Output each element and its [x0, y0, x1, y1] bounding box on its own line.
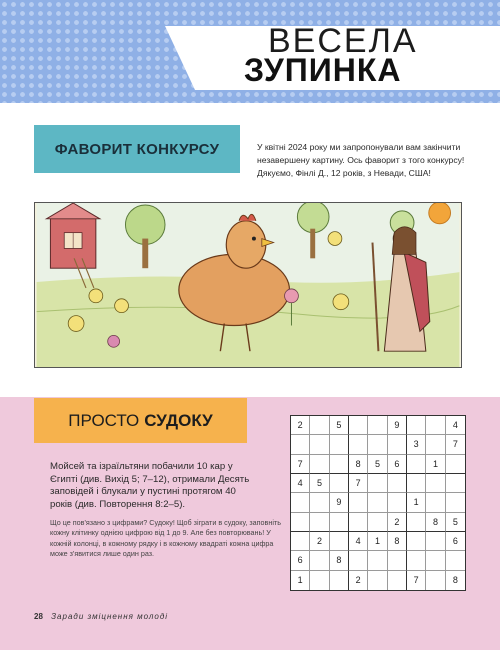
- sudoku-cell[interactable]: [349, 551, 368, 570]
- sudoku-cell[interactable]: [407, 474, 426, 493]
- page-title-line1: ВЕСЕЛА: [268, 22, 418, 60]
- sudoku-grid: [290, 415, 466, 591]
- sudoku-cell[interactable]: 5: [330, 416, 349, 435]
- sudoku-cell[interactable]: [426, 493, 445, 512]
- sudoku-cell[interactable]: 8: [426, 513, 445, 532]
- sudoku-cell[interactable]: 3: [407, 435, 426, 454]
- sudoku-cell[interactable]: 2: [291, 416, 310, 435]
- sudoku-cell[interactable]: [368, 513, 387, 532]
- sudoku-cell[interactable]: [446, 474, 465, 493]
- sudoku-cell[interactable]: 5: [310, 474, 329, 493]
- sudoku-cell[interactable]: 1: [407, 493, 426, 512]
- sudoku-cell[interactable]: [291, 513, 310, 532]
- sudoku-cell[interactable]: [426, 416, 445, 435]
- sudoku-cell[interactable]: [426, 435, 445, 454]
- sudoku-heading: [34, 398, 247, 443]
- sudoku-cell[interactable]: 4: [349, 532, 368, 551]
- sudoku-cell[interactable]: 8: [452, 575, 458, 586]
- sudoku-cell[interactable]: [446, 493, 465, 512]
- sudoku-cell[interactable]: [349, 416, 368, 435]
- sudoku-cell[interactable]: [446, 551, 465, 570]
- sudoku-cell[interactable]: [330, 571, 349, 590]
- sudoku-cell[interactable]: 6: [388, 455, 407, 474]
- sudoku-cell[interactable]: [310, 416, 329, 435]
- sudoku-cell[interactable]: 7: [407, 571, 426, 590]
- sudoku-cell[interactable]: [291, 532, 310, 551]
- sudoku-cell[interactable]: 4: [446, 416, 465, 435]
- sudoku-cell[interactable]: [426, 532, 445, 551]
- sudoku-cell[interactable]: [310, 513, 329, 532]
- sudoku-cell[interactable]: [368, 571, 387, 590]
- drawing-illustration: [35, 203, 461, 367]
- sudoku-cell[interactable]: [407, 455, 426, 474]
- sudoku-cell[interactable]: [368, 551, 387, 570]
- sudoku-cell[interactable]: [349, 435, 368, 454]
- contest-heading: ФАВОРИТ КОНКУРСУ: [34, 125, 240, 173]
- sudoku-cell[interactable]: 4: [291, 474, 310, 493]
- sudoku-cell[interactable]: 8: [330, 551, 349, 570]
- sudoku-heading-regular: ПРОСТО: [68, 410, 140, 430]
- sudoku-cell[interactable]: [407, 513, 426, 532]
- sudoku-cell[interactable]: 5: [446, 513, 465, 532]
- sudoku-cell[interactable]: [310, 455, 329, 474]
- sudoku-cell[interactable]: [291, 493, 310, 512]
- sudoku-cell[interactable]: [407, 416, 426, 435]
- sudoku-cell[interactable]: 8: [388, 532, 407, 551]
- sudoku-cell[interactable]: [426, 474, 445, 493]
- page-title-line2: ЗУПИНКА: [244, 52, 402, 88]
- sudoku-cell[interactable]: [330, 474, 349, 493]
- sudoku-cell[interactable]: [407, 551, 426, 570]
- sudoku-cell[interactable]: 1: [426, 455, 445, 474]
- sudoku-cell[interactable]: 2: [349, 571, 368, 590]
- sudoku-cell[interactable]: [330, 513, 349, 532]
- sudoku-cell[interactable]: 2: [310, 532, 329, 551]
- sudoku-cell[interactable]: [330, 532, 349, 551]
- sudoku-cell[interactable]: [368, 474, 387, 493]
- sudoku-cell[interactable]: 8: [349, 455, 368, 474]
- sudoku-cell[interactable]: [349, 513, 368, 532]
- sudoku-cell[interactable]: 2: [388, 513, 407, 532]
- sudoku-cell[interactable]: [426, 571, 445, 590]
- sudoku-cell[interactable]: 6: [446, 532, 465, 551]
- sudoku-cell[interactable]: 9: [330, 493, 349, 512]
- sudoku-cell[interactable]: [388, 551, 407, 570]
- sudoku-intro-text: Мойсей та ізраїльтяни побачили 10 кар у Єгипті (див. Вихід 5; 7–12), отримали Десять заповідей і блукали у пустині протягом 40 років (див. Повторення 8:2–5).: [50, 461, 250, 510]
- sudoku-cell[interactable]: [446, 455, 465, 474]
- sudoku-cell[interactable]: [310, 571, 329, 590]
- sudoku-heading-bold: СУДОКУ: [144, 410, 213, 430]
- sudoku-rules-text: Що це пов'язано з цифрами? Судоку! Щоб зіграти в судоку, заповніть кожну клітинку однією цифрою від 1 до 9. Але без повторювань! У кожній колонці, в кожному рядку і в кожному квадраті кожна цифра може з'явитися лише один раз.: [50, 518, 281, 559]
- sudoku-cell[interactable]: 9: [388, 416, 407, 435]
- contest-drawing: [34, 202, 462, 368]
- sudoku-cell[interactable]: [310, 435, 329, 454]
- sudoku-cell[interactable]: [407, 532, 426, 551]
- sudoku-cell[interactable]: 1: [368, 532, 387, 551]
- sudoku-cell[interactable]: 7: [291, 455, 310, 474]
- sudoku-cell[interactable]: [368, 493, 387, 512]
- contest-description: У квітні 2024 року ми запропонували вам закінчити незавершену картину. Ось фаворит з того конкурсу! Дякуємо, Фінлі Д., 12 років, з Невади, США!: [257, 142, 465, 178]
- sudoku-cell[interactable]: 7: [446, 435, 465, 454]
- sudoku-cell[interactable]: [291, 435, 310, 454]
- sudoku-cell[interactable]: [388, 571, 407, 590]
- sudoku-cell[interactable]: 1: [291, 571, 310, 590]
- sudoku-cell[interactable]: [388, 493, 407, 512]
- sudoku-cell[interactable]: [426, 551, 445, 570]
- sudoku-cell[interactable]: [310, 551, 329, 570]
- page-footer: [34, 612, 168, 621]
- sudoku-cell[interactable]: 7: [349, 474, 368, 493]
- page-number: 28: [34, 612, 43, 621]
- sudoku-cell[interactable]: 5: [368, 455, 387, 474]
- sudoku-cell[interactable]: [330, 435, 349, 454]
- sudoku-cell[interactable]: 6: [291, 551, 310, 570]
- sudoku-cell[interactable]: [330, 455, 349, 474]
- magazine-name: Заради зміцнення молоді: [51, 612, 169, 621]
- sudoku-cell[interactable]: [349, 493, 368, 512]
- sudoku-cell[interactable]: [368, 435, 387, 454]
- sudoku-cell[interactable]: [368, 416, 387, 435]
- sudoku-cell[interactable]: [388, 435, 407, 454]
- sudoku-cell[interactable]: [310, 493, 329, 512]
- sudoku-cell[interactable]: [388, 474, 407, 493]
